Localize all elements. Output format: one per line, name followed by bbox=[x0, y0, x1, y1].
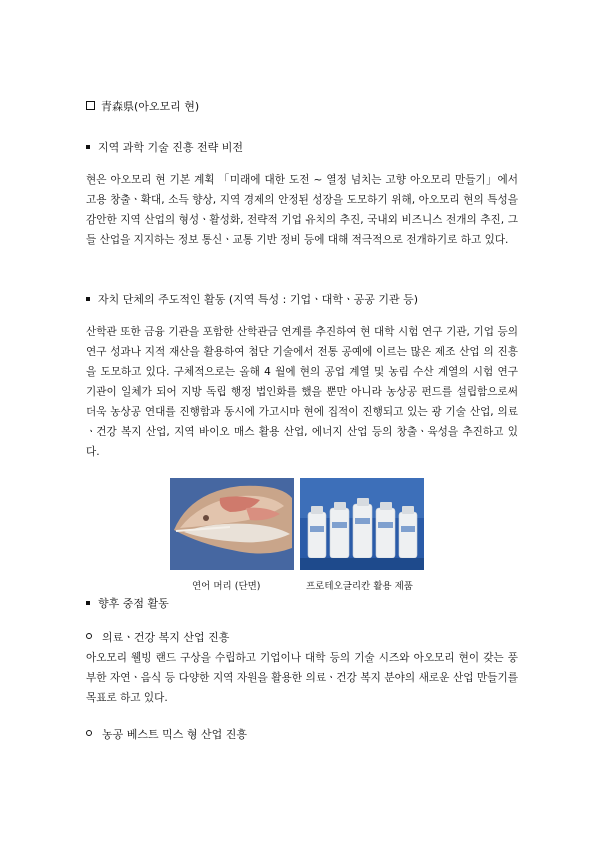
subsection1-title bbox=[86, 629, 229, 645]
section3-title bbox=[86, 595, 169, 611]
square-bullet-icon bbox=[86, 297, 90, 301]
heading-text: 青森県(아오모리 현) bbox=[101, 100, 200, 113]
subsection1-body: 아오모리 웰빙 랜드 구상을 수립하고 기업이나 대학 등의 기술 시즈와 아오모리 현이 갖는 풍부한 자연ㆍ음식 등 다양한 지역 자원을 활용한 의료ㆍ건강 복지 분야의 새로운 산업 만들기를 목표로 하고 있다. bbox=[86, 652, 518, 704]
section1-body: 현은 아오모리 현 기본 계획 「미래에 대한 도전 ~ 열정 넘치는 고향 아오모리 만들기」에서 고용 창출ㆍ확대, 소득 향상, 지역 경제의 안정된 성장을 도모하기 위해, 아오모리 현의 특성을 감안한 지역 산업의 형성ㆍ활성화, 전략적 기업 유치의 추진, 국내외 비즈니스 전개의 추진, 그들 산업을 지지하는 정보 통신ㆍ교통 기반 정비 등에 대해 적극적으로 전개하기로 하고 있다. bbox=[86, 174, 518, 246]
square-bullet-icon bbox=[86, 145, 90, 149]
subsection2-title bbox=[86, 726, 247, 742]
page-heading bbox=[86, 98, 199, 114]
square-bullet-icon bbox=[86, 601, 90, 605]
vials-image bbox=[300, 478, 424, 570]
salmon-head-photo bbox=[170, 478, 294, 570]
circle-bullet-icon bbox=[86, 633, 92, 639]
section2-body: 산학관 또한 금융 기관을 포함한 산학관금 연계를 추진하여 현 대학 시험 연구 기관, 기업 등의 연구 성과나 지적 재산을 활용하여 첨단 기술에서 전통 공예에 이르는 많은 제조 산업 의 진흥을 도모하고 있다. 구체적으로는 올해 4 월에 현의 공업 계열 및 농림 수산 계열의 시험 연구 기관이 일체가 되어 지방 독립 행정 법인화를 했을 뿐만 아니라 농상공 펀드를 설립함으로써 더욱 농상공 연대를 진행함과 동시에 가고시마 현에 집적이 진행되고 있는 광 기술 산업, 의료ㆍ건강 복지 산업, 지역 바이오 매스 활용 산업, 에너지 산업 등의 창출ㆍ육성을 추진하고 있다. bbox=[86, 326, 518, 458]
subsection1-title-text: 의료ㆍ건강 복지 산업 진흥 bbox=[102, 631, 230, 644]
section1-title bbox=[86, 139, 243, 155]
checkbox-square-icon bbox=[86, 101, 95, 110]
salmon-head-image bbox=[170, 478, 294, 570]
section3-title-text: 향후 중점 활동 bbox=[98, 597, 169, 610]
subsection2-title-text: 농공 베스트 믹스 형 산업 진흥 bbox=[102, 728, 247, 741]
circle-bullet-icon bbox=[86, 730, 92, 736]
proteoglycan-products-photo bbox=[300, 478, 424, 570]
section1-title-text: 지역 과학 기술 진흥 전략 비전 bbox=[98, 141, 243, 154]
section2-title bbox=[86, 291, 418, 307]
left-figure-caption: 연어 머리 (단면) bbox=[192, 581, 261, 592]
section2-title-text: 자치 단체의 주도적인 활동 (지역 특성 : 기업ㆍ대학ㆍ공공 기관 등) bbox=[98, 293, 419, 306]
right-figure-caption: 프로테오글리칸 활용 제품 bbox=[306, 581, 413, 592]
